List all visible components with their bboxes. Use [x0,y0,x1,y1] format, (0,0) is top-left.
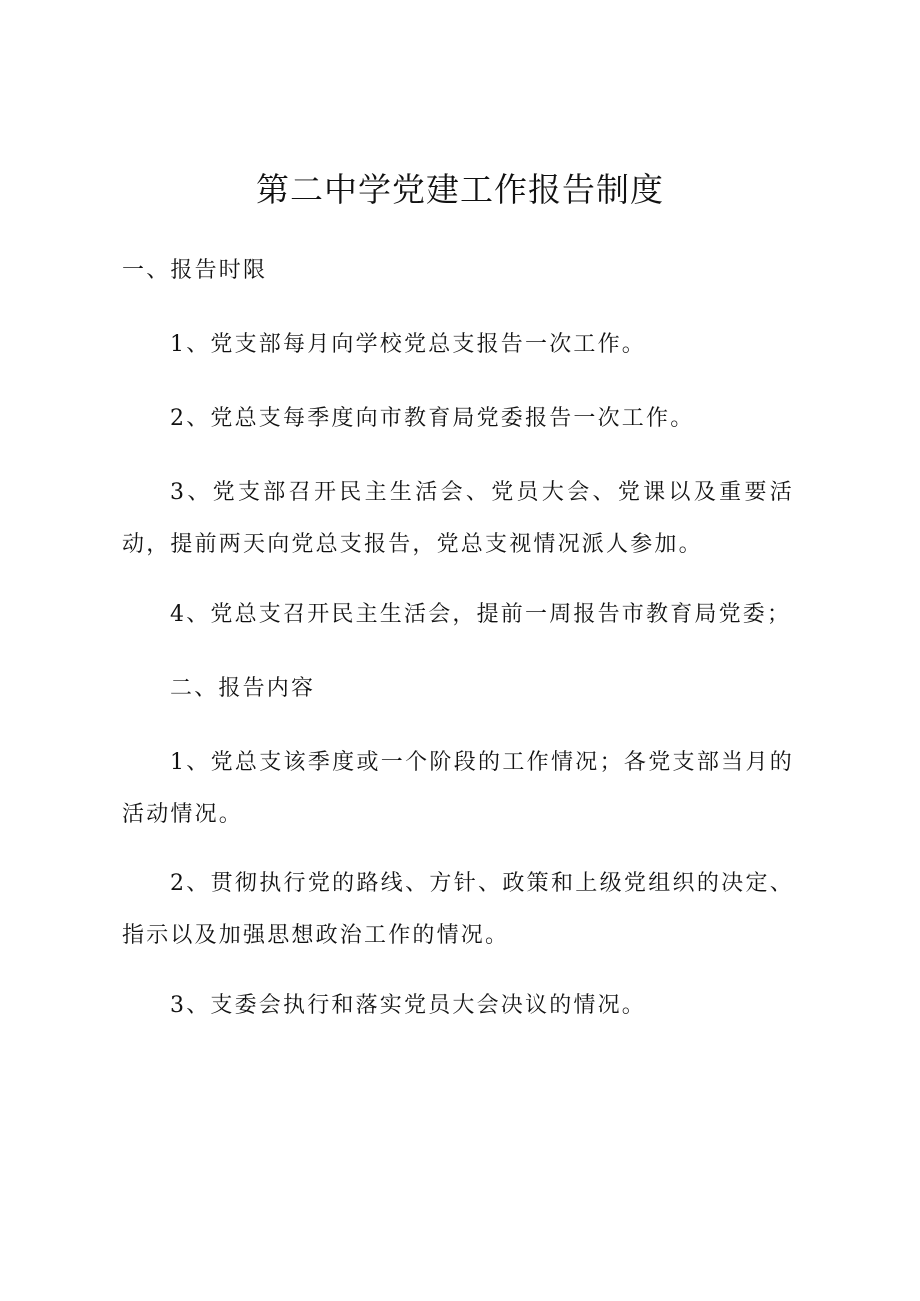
content-item-3: 3、支委会执行和落实党员大会决议的情况。 [170,993,646,1018]
deadline-item-4: 4、党总支召开民主生活会，提前一周报告市教育局党委； [170,602,792,627]
deadline-item-1: 1、党支部每月向学校党总支报告一次工作。 [170,332,646,357]
content-item-2: 2、贯彻执行党的路线、方针、政策和上级党组织的决定、指示以及加强思想政治工作的情况。 [122,871,794,948]
content-item-1: 1、党总支该季度或一个阶段的工作情况；各党支部当月的活动情况。 [122,750,794,827]
section-heading-report-deadline: 一、报告时限 [122,258,268,283]
deadline-item-3: 3、党支部召开民主生活会、党员大会、党课以及重要活动，提前两天向党总支报告，党总支视情况派人参加。 [122,480,794,557]
deadline-item-2: 2、党总支每季度向市教育局党委报告一次工作。 [170,406,695,431]
document-title: 第二中学党建工作报告制度 [256,170,664,209]
section-heading-report-content: 二、报告内容 [170,676,316,701]
